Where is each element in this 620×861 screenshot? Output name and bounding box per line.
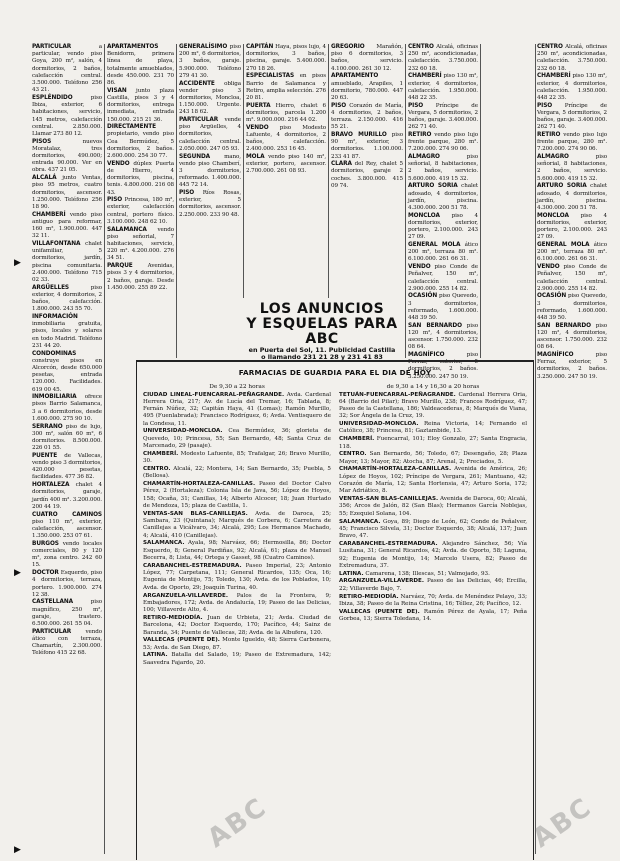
pharmacy-entry bbox=[339, 519, 527, 541]
pharmacy-addresses: San Bernardo, 56; Toledo, 67; Desengaño, 28; Plaza Mayor, 13; Mayor, 82; Atocha, 87; Arenal, 2; Preciados, 5. bbox=[339, 451, 527, 465]
classified-text: piso 130 m², exterior, 4 dormitorios, calefacción. 1.950.000. 448 22 35. bbox=[537, 73, 607, 101]
pharmacy-addresses: Goya, 89; Diego de León, 62; Conde de Peñalver, 45; Francisco Silvela, 31; Doctor Esquerdo, 38; Alcalá, 137; Juan Bravo, 47. bbox=[339, 518, 527, 540]
pharmacy-entry bbox=[143, 511, 331, 540]
pharmacy-district: UNIVERSIDAD-MONCLOA. bbox=[339, 421, 419, 428]
classified-lead: OCASIÓN bbox=[408, 293, 438, 300]
pharmacy-entry bbox=[143, 593, 331, 615]
classified-text: Hierro, chalet 6 dormitorios, parcela 1.200 m². 9.000.000. 216 44 02. bbox=[246, 102, 326, 124]
classified-ad bbox=[32, 314, 102, 350]
classified-ad bbox=[408, 183, 478, 212]
pharmacy-addresses: Avenida de Daroca, 60; Alcalá, 356; Arcos de Jalón, 82 (San Blas); Hermanos García Noblejas, 55; Ezequiel Solana, 104. bbox=[339, 496, 527, 517]
classified-lead: SERRANO bbox=[32, 423, 63, 430]
classified-text: Corazón de María, 4 dormitorios, 2 baños, terraza. 2.150.000. 416 55 21. bbox=[331, 102, 403, 131]
classified-ad bbox=[32, 44, 102, 94]
classified-lead: ESPLÉNDIDO bbox=[32, 94, 73, 101]
pharmacy-district: VALLECAS (PUENTE DE). bbox=[339, 608, 420, 615]
classified-ad bbox=[331, 73, 403, 102]
classified-ad bbox=[537, 323, 607, 352]
classified-text: Avenidas, pisos 3 y 4 dormitorios, 2 baños, garaje. Desde 1.450.000. 255 89 22. bbox=[107, 263, 174, 291]
classified-ad bbox=[32, 175, 102, 211]
classified-ad bbox=[537, 44, 607, 73]
classified-lead: CENTRO bbox=[408, 44, 434, 50]
pharmacy-district: VALLECAS (PUENTE DE). bbox=[143, 637, 220, 644]
pharmacy-addresses: Ayala, 98; Narváez, 66; Hermosilla, 86; Doctor Esquerdo, 8; General Pardiñas, 92; Alcalá, 61; plaza de Manuel Becerra, 8; Lista, 44; Ortega y Gasset, 98 (Cuatro Caminos). bbox=[143, 540, 331, 562]
classified-text: piso 120 m², 4 dormitorios, ascensor. 1.750.000. 232 08 64. bbox=[408, 322, 479, 351]
pharmacy-entry bbox=[339, 541, 527, 570]
classified-lead: RETIRO bbox=[537, 131, 561, 138]
classified-column-6 bbox=[408, 44, 479, 380]
classified-text: propietario, vendo piso Cea Bermúdez, 5 dormitorios, 2 baños. 2.600.000. 254 30 77. bbox=[107, 131, 174, 160]
classified-text: Príncipe de Vergara, 5 dormitorios, 2 baños, garaje. 3.400.000. 262 71 40. bbox=[537, 102, 607, 131]
classified-lead: ARTURO SORIA bbox=[408, 183, 458, 190]
pharmacy-district: LATINA. bbox=[339, 570, 364, 577]
classified-lead: DOCTOR bbox=[32, 570, 59, 577]
pharmacy-addresses: Cardenal Herrera Oria, 64 (Barrio del Pilar); Bravo Murillo, 238; Francos Rodríguez, 47; Paseo de la Castellana, 186; Valdeacederas, 8; Marqués de Viana, 32; Sor Ángela de la Cruz, 19. bbox=[339, 391, 527, 420]
pharmacy-district: CIUDAD LINEAL-FUENCARRAL-PEÑAGRANDE. bbox=[143, 391, 285, 398]
classified-lead: ALMAGRO bbox=[537, 154, 569, 161]
classified-lead: MOLA bbox=[246, 154, 265, 161]
pharmacy-district: CHAMARTÍN-HORTALEZA-CANILLAS. bbox=[339, 466, 452, 473]
classified-lead: CAPITÁN bbox=[246, 44, 274, 50]
classified-ad bbox=[107, 124, 174, 160]
classified-ad bbox=[32, 241, 102, 284]
classified-lead: GENERALÍSIMO bbox=[179, 44, 228, 50]
classified-lead: PISO bbox=[107, 197, 123, 204]
classified-ad bbox=[408, 44, 478, 73]
classified-ad bbox=[408, 154, 478, 183]
classified-text: piso 90 m², exterior, 3 dormitorios. 1.100.000. 233 41 87. bbox=[331, 131, 403, 160]
column-rule bbox=[480, 44, 481, 358]
classified-ad bbox=[32, 212, 102, 241]
classified-text: piso Quevedo, 3 dormitorios, reformado, 1.600.000. 448 39 50. bbox=[537, 293, 607, 322]
classified-ad bbox=[246, 125, 326, 154]
column-rule bbox=[176, 44, 177, 358]
classified-ad bbox=[408, 242, 478, 264]
classified-ad bbox=[32, 95, 102, 138]
classified-ad bbox=[537, 103, 607, 132]
classified-text: dúplex Puerta de Hierro, 4 dormitorios, piscina, tenis. 4.800.000. 216 08 43. bbox=[107, 160, 174, 196]
classified-lead: CONDOMINAS bbox=[32, 350, 77, 357]
classified-lead: PARTICULAR bbox=[179, 117, 219, 124]
classified-lead: CASTELLANA bbox=[32, 599, 74, 606]
pharmacy-district: CENTRO. bbox=[339, 451, 367, 458]
classified-ad bbox=[179, 81, 241, 117]
classified-text: vendo locales comerciales, 80 y 120 m², zona centro. 242 60 15. bbox=[32, 540, 102, 569]
classified-lead: ALCALÁ bbox=[32, 175, 57, 182]
pharmacy-entry bbox=[339, 496, 527, 518]
classified-text: piso Ibiza, exterior, 6 habitaciones, servicio, 145 metros, calefacción central. 2.850.000. Llamar 273 80 12. bbox=[32, 94, 102, 137]
classified-lead: VENDO bbox=[107, 160, 130, 167]
classified-lead: INFORMACIÓN bbox=[32, 314, 78, 321]
classified-text: mano, vendo piso Chamberí, 3 dormitorios, reformado. 1.400.000. 445 72 14. bbox=[179, 153, 241, 189]
pharmacy-entry bbox=[339, 421, 527, 436]
classified-lead: PISO bbox=[179, 190, 195, 197]
classified-lead: ACCIDENTE bbox=[179, 80, 215, 87]
classified-text: Benidorm, primera línea de playa, totalmente amueblados, desde 450.000. 231 70 86. bbox=[107, 51, 174, 87]
classified-column-3 bbox=[179, 44, 241, 358]
classified-lead: ALMAGRO bbox=[408, 154, 440, 161]
classified-text: vendo piso lujo frente parque, 280 m². 7.200.000. 274 90 06. bbox=[537, 131, 607, 153]
classified-ad bbox=[246, 44, 326, 73]
classified-lead: MONCLOA bbox=[537, 212, 569, 219]
classified-ad bbox=[331, 161, 403, 190]
classified-text: chalet adosado, 4 dormitorios, jardín, piscina. 4.300.000. 200 51 78. bbox=[408, 183, 478, 211]
classified-ad bbox=[179, 44, 241, 80]
pointer-mark: ▶ bbox=[14, 258, 21, 268]
classified-ad bbox=[107, 44, 174, 87]
classified-column-6b bbox=[482, 44, 534, 358]
classified-text: de Vallecas, vendo piso 3 dormitorios, 420.000 pesetas, facilidades. 477 36 82. bbox=[32, 452, 102, 481]
classified-text: construye pisos en Alcorcón, desde 650.000 pesetas, entrada 120.000. Facilidades. 619 00 45. bbox=[32, 357, 102, 393]
classified-text: piso 120 m², 4 dormitorios, ascensor. 1.750.000. 232 08 64. bbox=[537, 322, 608, 351]
column-rule bbox=[104, 44, 105, 854]
pharmacy-district: LATINA. bbox=[143, 652, 168, 659]
classified-text: piso magnífico, 250 m², garaje, trastero. 6.500.000. 261 55 04. bbox=[32, 599, 102, 628]
pharmacy-entry bbox=[339, 466, 527, 495]
classified-text: nuevos Moratalaz, tres dormitorios, 490.000; entrada 90.000. Ver en obra. 437 21 05. bbox=[32, 138, 102, 174]
pharmacy-addresses: Modesto Lafuente, 85; Trafalgar, 26; Bravo Murillo, 30. bbox=[143, 450, 331, 465]
column-rule bbox=[328, 44, 329, 298]
classified-text: junto Ventas, piso 95 metros, cuatro dormitorios, ascensor. 1.250.000. Teléfono 256 18 90. bbox=[32, 175, 102, 210]
column-rule bbox=[535, 44, 536, 854]
classified-text: Marañón, piso 6 dormitorios, 3 baños, servicio. 4.100.000. 261 30 12. bbox=[331, 44, 403, 72]
pharmacy-addresses: Paseo de las Delicias, 46; Ercilla, 22; Villaverde Bajo, 7. bbox=[339, 578, 527, 592]
classified-text: vendo piso 140 m², exterior, portero, ascensor. 2.700.000. 261 08 93. bbox=[246, 154, 326, 175]
pharmacy-entry bbox=[339, 392, 527, 421]
column-rule bbox=[405, 44, 406, 358]
classified-text: piso 110 m², exterior, calefacción, ascensor. 1.350.000. 253 07 61. bbox=[32, 518, 102, 540]
classified-ad bbox=[331, 44, 403, 73]
classified-lead: GENERAL MOLA bbox=[537, 241, 590, 248]
pharmacy-entry bbox=[143, 637, 331, 652]
classified-lead: SALAMANCA bbox=[107, 226, 147, 233]
classified-lead: BRAVO MURILLO bbox=[331, 131, 387, 138]
classified-ad bbox=[32, 285, 102, 314]
classified-ad bbox=[537, 154, 607, 183]
column-rule bbox=[243, 44, 244, 298]
pharmacy-entry bbox=[143, 481, 331, 510]
pharmacy-district: VENTAS-SAN BLAS-CANILLEJAS. bbox=[143, 510, 248, 517]
pharmacy-addresses: Juan de Urbieta, 21; Avda. Ciudad de Barcelona, 42; Doctor Esquerdo, 170; Pacífico, 44; Sainz de Baranda, 34; Puente de Vallecas, 28; Avda. de la Albufera, 120. bbox=[143, 614, 331, 636]
classified-lead: BURGOS bbox=[32, 540, 59, 547]
classified-text: amueblado, Arapiles, 1 dormitorio, 780.000. 447 20 63. bbox=[331, 80, 403, 101]
classified-ad bbox=[107, 197, 174, 226]
classified-text: chalet adosado, 4 dormitorios, jardín, piscina. 4.300.000. 200 51 78. bbox=[537, 183, 607, 211]
pharmacy-addresses: Paseo del Doctor Calvo Pérez, 2 (Hortaleza); Colonia Isla de Java, 56; López de Hoyos, 158; Ocaña, 31; Canillas, 14; Alberto Alcocer, 18; Juan Hurtado de Mendoza, 15; plaza de Castilla, 1. bbox=[143, 481, 331, 509]
classified-ad bbox=[537, 352, 607, 381]
classified-text: chalet unifamiliar, 5 dormitorios, jardín, piscina comunitaria. 2.400.000. Teléfono 715 02 33. bbox=[32, 240, 102, 283]
classified-text: vendo ático con terraza, Chamartín, 2.300.000. Teléfono 415 22 68. bbox=[32, 628, 102, 657]
pharmacy-addresses: Avda. de Daroca, 25; Sambara, 23 (Quintana); Marqués de Corbera, 6; Carretera de Canillejas a Vicálvaro, 34; Alcalá, 295; Los Hermanos Machado, 4; Alcalá, 410 (Canillejas). bbox=[143, 510, 332, 539]
pharmacy-box bbox=[136, 360, 534, 860]
classified-lead: CHAMBERÍ bbox=[408, 73, 442, 80]
classified-lead: CHAMBERÍ bbox=[32, 211, 66, 218]
classified-lead: OCASIÓN bbox=[537, 293, 567, 300]
classified-ad bbox=[107, 161, 174, 197]
classified-column-4 bbox=[246, 44, 326, 300]
classified-lead: MAGNÍFICO bbox=[408, 352, 445, 359]
pharmacy-entry bbox=[339, 594, 527, 609]
pharmacy-entry bbox=[143, 652, 331, 667]
classified-lead: VENDO bbox=[246, 124, 269, 131]
classified-text: piso 4 dormitorios, exterior, portero, 2.100.000. 243 27 09. bbox=[408, 212, 478, 241]
pharmacy-addresses: Ramón Pérez de Ayala, 17; Peña Gorbea, 13; Sierra Toledana, 14. bbox=[339, 608, 527, 622]
classified-lead: ESPECIALISTAS bbox=[246, 73, 295, 80]
classified-ad bbox=[32, 599, 102, 628]
classified-ad bbox=[246, 103, 326, 125]
classified-ad bbox=[179, 154, 241, 190]
pharmacy-district: SALAMANCA. bbox=[143, 540, 185, 547]
classified-lead: HORTALEZA bbox=[32, 482, 70, 489]
classified-ad bbox=[408, 73, 478, 102]
watermark-abc: ABC bbox=[202, 792, 273, 854]
classified-ad bbox=[408, 293, 478, 322]
classified-ad bbox=[32, 453, 102, 482]
classified-lead: DIRECTAMENTE bbox=[107, 124, 156, 131]
classified-text: Princesa, 180 m², exterior, calefacción central, portero físico. 3.100.000. 248 62 10. bbox=[107, 197, 174, 225]
pharmacy-entry bbox=[143, 466, 331, 481]
pharmacy-addresses: Batalla del Salado, 19; Paseo de Extremadura, 142; Saavedra Fajardo, 20. bbox=[143, 652, 331, 666]
classified-ad bbox=[32, 541, 102, 570]
classified-ad bbox=[331, 132, 403, 161]
classified-lead: CLARA bbox=[331, 161, 352, 168]
classified-text: vendo piso señorial, 7 habitaciones, servicio, 220 m². 4.200.000. 276 34 51. bbox=[107, 226, 174, 262]
classified-lead: PISOS bbox=[32, 138, 52, 145]
pharmacy-addresses: Alcalá, 22; Montera, 14; San Bernardo, 35; Puebla, 5 (Bellosa). bbox=[143, 465, 331, 480]
ad-address: en Puerta del Sol, 11. Publicidad Castilla bbox=[248, 346, 396, 354]
classified-lead: ARTURO SORIA bbox=[537, 183, 587, 190]
classified-ad bbox=[32, 139, 102, 175]
classified-lead: PARTICULAR bbox=[32, 44, 72, 50]
classified-lead: INMOBILIARIA bbox=[32, 394, 77, 401]
pharmacy-addresses: Cea Bermúdez, 36; glorieta de Quevedo, 10; Princesa, 55; San Bernardo, 48; Santa Cruz de Marcenado, 29 (pasaje). bbox=[143, 428, 331, 450]
pharmacy-district: UNIVERSIDAD-MONCLOA. bbox=[143, 428, 223, 435]
classified-text: piso 4 dormitorios, exterior, portero, 2.100.000. 243 27 09. bbox=[537, 212, 607, 241]
classified-lead: PISO bbox=[408, 102, 424, 109]
pharmacy-district: VENTAS-SAN BLAS-CANILLEJAS. bbox=[339, 496, 439, 503]
classified-text: piso Conde de Peñalver, 150 m², calefacción central. 2.900.000. 255 14 82. bbox=[408, 264, 478, 292]
classified-lead: PARTICULAR bbox=[32, 628, 72, 635]
classified-lead: SAN BERNARDO bbox=[537, 322, 591, 329]
classified-lead: ARGÜELLES bbox=[32, 284, 69, 291]
classified-lead: VILLAFONTANA bbox=[32, 240, 81, 247]
classified-text: junto plaza Castilla, pisos 3 y 4 dormitorios, entrega inmediata, entrada 150.000. 215 21 36. bbox=[107, 87, 174, 123]
pharmacy-hours-left: De 9,30 a 22 horas bbox=[209, 384, 265, 390]
classified-text: Príncipe de Vergara, 5 dormitorios, 2 baños, garaje. 3.400.000. 262 71 40. bbox=[408, 102, 478, 131]
pharmacy-left-column bbox=[143, 384, 331, 859]
pointer-mark: ▶ bbox=[14, 845, 21, 855]
classified-ad bbox=[408, 103, 478, 132]
classified-text: vendo piso antiguo para reformar, 160 m², 1.900.000. 447 32 11. bbox=[32, 211, 102, 240]
pharmacy-entry bbox=[143, 451, 331, 466]
classified-lead: CHAMBERÍ bbox=[537, 73, 571, 80]
classified-lead: PISO bbox=[331, 102, 347, 109]
classified-text: piso Quevedo, 3 dormitorios, reformado, 1.600.000. 448 39 50. bbox=[408, 293, 478, 322]
pharmacy-entry bbox=[339, 609, 527, 624]
classified-ad bbox=[179, 117, 241, 153]
classified-lead: MONCLOA bbox=[408, 212, 440, 219]
classified-lead: VISAN bbox=[107, 87, 127, 94]
ad-box bbox=[242, 301, 402, 361]
classified-lead: VENDO bbox=[537, 264, 560, 271]
classified-text: piso señorial, 8 habitaciones, 2 baños, servicio. 5.600.000. 419 15 32. bbox=[408, 154, 478, 182]
classified-text: Ríos Rosas, exterior, 5 dormitorios, ascensor. 2.250.000. 233 90 48. bbox=[179, 190, 241, 218]
ad-title-line-1: LOS ANUNCIOS bbox=[259, 301, 385, 317]
classified-lead: PUERTA bbox=[246, 102, 271, 109]
classified-ad bbox=[537, 242, 607, 264]
classified-lead: APARTAMENTO bbox=[331, 73, 379, 80]
pharmacy-addresses: Palos de la Frontera, 9; Embajadores, 172; Avda. de Andalucía, 19; Paseo de las Delicias, 100; Villaverde Alto, 4. bbox=[143, 592, 331, 614]
pharmacy-district: ARGANZUELA-VILLAVERDE. bbox=[143, 592, 229, 599]
classified-ad bbox=[32, 570, 102, 599]
classified-ad bbox=[408, 132, 478, 154]
classified-lead: SEGUNDA bbox=[179, 153, 211, 160]
classified-text: piso 130 m², exterior, 4 dormitorios, calefacción. 1.950.000. 448 22 35. bbox=[408, 73, 478, 101]
classified-lead: GENERAL MOLA bbox=[408, 241, 461, 248]
classified-ad bbox=[32, 351, 102, 394]
classified-ad bbox=[32, 482, 102, 511]
pharmacy-addresses: Alejandro Sánchez, 56; Vía Lusitana, 31; General Ricardos, 42; Avda. de Oporto, 58; Laguna, 92; Eugenia de Montijo, 14; Marcelo Usera, 82; Paseo de Extremadura, 37. bbox=[339, 540, 527, 569]
classified-ad bbox=[107, 227, 174, 263]
classified-column-7 bbox=[537, 44, 607, 852]
ad-title-line-2: Y ESQUELAS PARA ABC bbox=[246, 316, 398, 347]
classified-lead: PUENTE bbox=[32, 452, 58, 459]
pharmacy-addresses: Camarena, 138; Illescas, 51; Valmojado, 93. bbox=[363, 570, 490, 577]
classified-column-2 bbox=[107, 44, 174, 358]
pharmacy-entry bbox=[339, 571, 527, 578]
pharmacy-hours-right: de 9,30 a 14 y 16,30 a 20 horas bbox=[386, 384, 480, 390]
pharmacy-addresses: Avda. Cardenal Herrera Oria, 217; Av. de Lucía del Tremar, 16; Tablada, 8; Fernán Núñez, 32; Capitán Haya, 41 (Lomas); Ramón Murillo, 495 (Fuenlabrada); Francisco Rodríguez, 6; Avda. Ventisquero de la Condesa, 11. bbox=[143, 391, 331, 427]
classified-ad bbox=[246, 154, 326, 176]
classified-text: piso 200 m², 6 dormitorios, 3 baños, garaje. 5.900.000. Teléfono 279 41 30. bbox=[179, 44, 241, 79]
pharmacy-district: CHAMBERÍ. bbox=[143, 450, 179, 457]
classified-text: vende piso Argüelles, 4 dormitorios, calefacción central. 2.050.000. 247 05 93. bbox=[179, 117, 241, 152]
pharmacy-entry bbox=[339, 436, 527, 451]
pharmacy-addresses: Narváez, 70; Avda. de Menéndez Pelayo, 33; Ibiza, 38; Paseo de la Reina Cristina, 16; Téllez, 26; Pacífico, 12. bbox=[339, 593, 527, 607]
classified-text: ofrece pisos Barrio Salamanca, 3 a 6 dormitorios, desde 1.600.000. 275 90 10. bbox=[32, 394, 102, 422]
classified-text: ático 200 m², terraza 80 m². 6.100.000. 261 66 31. bbox=[537, 241, 607, 263]
classified-text: ático 200 m², terraza 80 m². 6.100.000. 261 66 31. bbox=[408, 241, 478, 263]
pharmacy-addresses: Fuencarral, 101; Eloy Gonzalo, 27; Santa Engracia, 118. bbox=[339, 436, 527, 450]
pharmacy-addresses: Avenida de América, 26; López de Hoyos, 102; Príncipe de Vergara, 261; Mantuano, 42; Corazón de María, 12; Santa Hortensia, 47; Arturo Soria, 172; Mar Adriático, 8. bbox=[339, 466, 527, 495]
classified-ad bbox=[246, 73, 326, 102]
classified-text: vendo piso lujo frente parque, 280 m². 7.200.000. 274 90 06. bbox=[408, 131, 478, 153]
classified-lead: APARTAMENTOS bbox=[107, 44, 159, 50]
classified-text: piso Conde de Peñalver, 150 m², calefacción central. 2.900.000. 255 14 82. bbox=[537, 264, 607, 292]
pharmacy-entry bbox=[339, 578, 527, 593]
classified-text: piso Modesto Lafuente, 4 dormitorios, 2 baños, calefacción. 2.400.000. 253 16 45. bbox=[246, 124, 326, 153]
classified-ad bbox=[408, 264, 478, 293]
classified-lead: CENTRO bbox=[537, 44, 563, 50]
classified-lead: MAGNÍFICO bbox=[537, 352, 574, 359]
classified-ad bbox=[32, 424, 102, 453]
classified-column-1 bbox=[32, 44, 102, 852]
pharmacy-district: CARABANCHEL-ESTREMADURA. bbox=[339, 540, 438, 547]
classified-lead: VENDO bbox=[408, 264, 431, 271]
pharmacy-right-column bbox=[339, 384, 527, 859]
watermark-abc: ABC bbox=[527, 792, 598, 854]
classified-ad bbox=[537, 73, 607, 102]
pharmacy-entry bbox=[143, 615, 331, 637]
classified-lead: SAN BERNARDO bbox=[408, 322, 462, 329]
classified-text: piso señorial, 8 habitaciones, 2 baños, servicio. 5.600.000. 419 15 32. bbox=[537, 154, 607, 182]
classified-text: piso de lujo, 300 m², salón 60 m², 6 dormitorios. 8.500.000. 226 01 55. bbox=[32, 423, 102, 452]
classified-ad bbox=[32, 629, 102, 658]
pharmacy-district: CHAMARTÍN-HORTALEZA-CANILLAS. bbox=[143, 481, 256, 488]
pharmacy-entry bbox=[143, 392, 331, 428]
pharmacy-entry bbox=[143, 428, 331, 450]
pharmacy-district: CHAMBERÍ. bbox=[339, 436, 375, 443]
pharmacy-addresses: Reina Victoria, 14; Fernando el Católico, 38; Princesa, 81; Gaztambide, 13. bbox=[339, 421, 527, 435]
classified-text: Alcalá, oficinas 250 m², acondicionadas, calefacción. 3.750.000. 232 60 18. bbox=[537, 44, 607, 72]
pharmacy-district: RETIRO-MEDIODÍA. bbox=[143, 614, 203, 621]
classified-lead: PARQUE bbox=[107, 263, 133, 270]
classified-ad bbox=[107, 88, 174, 124]
classified-text: Haya, pisos lujo, 4 dormitorios, 3 baños, piscina, garaje. 5.400.000. 270 18 26. bbox=[246, 44, 326, 72]
classified-text: obliga vender piso 3 dormitorios, Moncloa, 1.150.000. Urgente. 243 18 62. bbox=[179, 80, 241, 116]
pharmacy-entry bbox=[143, 540, 331, 562]
classified-ad bbox=[537, 213, 607, 242]
classified-ad bbox=[32, 394, 102, 423]
classified-text: piso Ferraz, exterior, 5 dormitorios, 2 baños. 3.250.000. 247 50 19. bbox=[408, 352, 478, 380]
classified-ad bbox=[107, 263, 174, 292]
classified-text: en pisos Barrio de Salamanca y Retiro, amplia selección. 276 20 81. bbox=[246, 73, 326, 101]
classified-text: a particular, vendo piso Goya, 200 m², salón, 4 dormitorios, 2 baños, calefacción central. 3.500.000. Teléfono 256 43 21. bbox=[32, 44, 102, 94]
pharmacy-district: ARGANZUELA-VILLAVERDE. bbox=[339, 578, 425, 585]
pharmacy-district: TETUÁN-FUENCARRAL-PEÑAGRANDE. bbox=[339, 391, 456, 398]
classified-ad bbox=[537, 264, 607, 293]
classified-ad bbox=[537, 132, 607, 154]
classified-ad bbox=[331, 103, 403, 132]
classified-text: Alcalá, oficinas 250 m², acondicionadas, calefacción. 3.750.000. 232 60 18. bbox=[408, 44, 478, 72]
classified-text: piso Ferraz, exterior, 5 dormitorios, 2 baños. 3.250.000. 247 50 19. bbox=[537, 352, 607, 380]
classified-lead: RETIRO bbox=[408, 131, 432, 138]
ad-phones: o llamando 231 21 28 y 231 41 83 bbox=[261, 353, 383, 361]
classified-lead: PISO bbox=[537, 102, 553, 109]
classified-lead: GREGORIO bbox=[331, 44, 365, 50]
pharmacy-district: CARABANCHEL-ESTREMADURA. bbox=[143, 562, 242, 569]
classified-text: inmobiliaria gratuita, pisos, locales y solares en todo Madrid. Teléfono 231 44 20. bbox=[32, 321, 102, 349]
classified-ad bbox=[179, 190, 241, 219]
classified-text: del Rey, chalet 5 dormitorios, garaje 2 coches. 3.800.000. 415 09 74. bbox=[331, 161, 403, 189]
pharmacy-title: FARMACIAS DE GUARDIA PARA EL DIA DE HOY bbox=[238, 368, 432, 377]
pharmacy-entry bbox=[339, 451, 527, 466]
pharmacy-district: RETIRO-MEDIODÍA. bbox=[339, 593, 399, 600]
classified-ad bbox=[537, 293, 607, 322]
classified-lead: CUATRO CAMINOS bbox=[32, 511, 102, 518]
classified-text: Esquerdo, piso 4 dormitorios, terraza, portero. 1.900.000. 274 12 38. bbox=[32, 570, 102, 598]
classified-text: chalet 4 dormitorios, garaje, jardín 400 m². 3.200.000. 200 44 19. bbox=[32, 482, 102, 510]
pointer-mark: ▶ bbox=[14, 568, 21, 578]
classified-ad bbox=[537, 183, 607, 212]
pharmacy-entry bbox=[143, 563, 331, 592]
pharmacy-district: SALAMANCA. bbox=[339, 518, 381, 525]
pharmacy-district: CENTRO. bbox=[143, 465, 171, 472]
pharmacy-addresses: Paseo Imperial, 23; Antonio López, 77; Carpetana, 111; General Ricardos, 135; Oca, 16; Eugenia de Montijo, 75; Toledo, 130; Avda. de los Poblados, 10; Avda. de Oporto, 29; Joaquín Turina, 40. bbox=[143, 562, 331, 591]
pharmacy-addresses: Monte Igueldo, 48; Sierra Carbonera, 53; Avda. de San Diego, 87. bbox=[143, 637, 332, 651]
classified-ad bbox=[32, 512, 102, 541]
classified-ad bbox=[408, 213, 478, 242]
classified-ad bbox=[408, 323, 478, 352]
classified-text: piso exterior, 4 dormitorios, 2 baños, calefacción. 1.800.000. 243 55 70. bbox=[32, 284, 102, 313]
